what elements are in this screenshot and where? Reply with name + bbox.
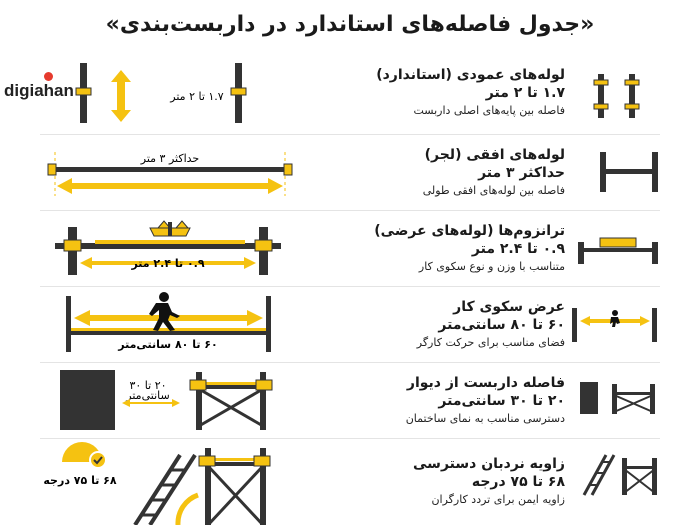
diagram-label: ۱.۷ تا ۲ متر [170,90,224,103]
brand-logo: digiahan [4,81,74,101]
row-heading: لوله‌های افقی (لجر) [424,147,565,163]
row-heading: لوله‌های عمودی (استاندارد) [376,67,565,83]
diagram-label: سانتی‌متر [126,389,170,402]
row-value: ۲۰ تا ۳۰ سانتی‌متر [438,393,565,409]
row-description: دسترسی مناسب به نمای ساختمان [405,412,565,425]
diagram-label: ۲۰ تا ۳۰ [129,379,167,392]
row-value: ۶۸ تا ۷۵ درجه [471,474,565,490]
diagram-label: حداکثر ۳ متر [140,152,200,165]
page-title: «جدول فاصله‌های استاندارد در داربست‌بندی» [105,12,595,37]
row-heading: ترانزوم‌ها (لوله‌های عرضی) [374,223,565,239]
diagram-label: ۶۰ تا ۸۰ سانتی‌متر [118,338,218,351]
row-description: زاویه ایمن برای تردد کارگران [431,493,565,506]
row-description: فاصله بین پایه‌های اصلی داربست [413,104,565,117]
row-value: ۶۰ تا ۸۰ سانتی‌متر [438,317,565,333]
row-value: ۱.۷ تا ۲ متر [485,85,565,101]
row-heading: فاصله داربست از دیوار [406,375,565,391]
row-description: فضای مناسب برای حرکت کارگر [416,336,565,349]
row-description: متناسب با وزن و نوع سکوی کار [418,260,565,273]
diagram-label: ۶۸ تا ۷۵ درجه [43,474,117,487]
row-heading: عرض سکوی کار [453,299,565,315]
diagram-label: ۰.۹ تا ۲.۴ متر [131,257,205,270]
row-heading: زاویه نردبان دسترسی [413,456,565,472]
row-description: فاصله بین لوله‌های افقی طولی [422,184,565,197]
row-value: حداکثر ۳ متر [478,165,565,181]
row-value: ۰.۹ تا ۲.۴ متر [471,241,565,257]
